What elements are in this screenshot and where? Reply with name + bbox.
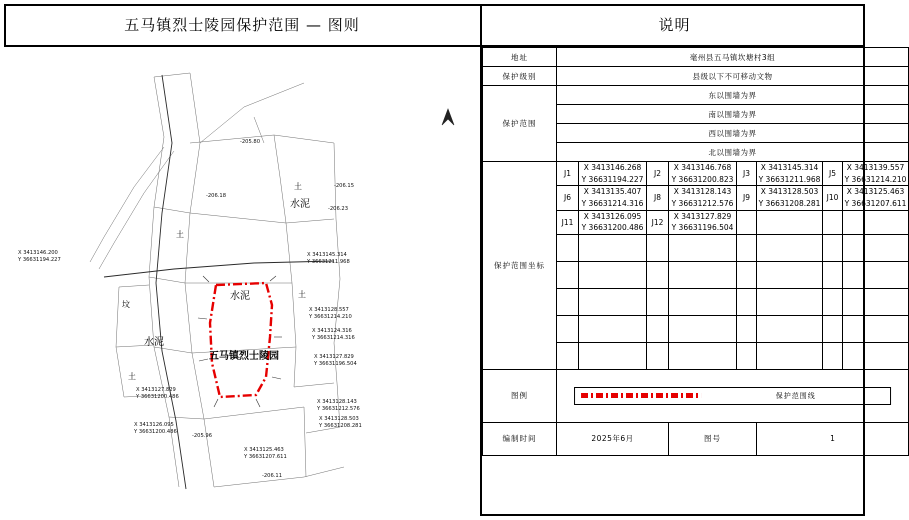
coord-y: Y 36631196.504 — [671, 223, 734, 233]
map-elevation-2: -206.23 — [328, 206, 349, 212]
map-coord-mark-3 — [309, 307, 352, 321]
map-coord-mark-2 — [307, 252, 350, 266]
sheet-title-left — [4, 4, 482, 45]
point-id-8: J10 — [823, 186, 843, 210]
empty-cell — [647, 315, 669, 342]
coord-x: X 3413128.143 — [673, 187, 732, 197]
point-id-6: J8 — [647, 186, 669, 210]
empty-cell — [647, 342, 669, 369]
empty-cell — [647, 234, 669, 261]
coord-y: Y 36631200.823 — [671, 174, 734, 184]
scope-value-north: 北以围墙为界 — [557, 143, 909, 162]
coord-y: Y 36631214.316 — [312, 335, 355, 342]
coord-x: X 3413125.463 — [846, 187, 905, 197]
north-arrow — [442, 109, 454, 125]
row-value-page: 1 — [757, 422, 909, 455]
point-coord-10 — [669, 210, 737, 234]
coord-x: X 3413127.829 — [314, 354, 354, 360]
coord-x: X 3413125.463 — [244, 447, 284, 453]
point-id-4: J5 — [823, 162, 843, 186]
point-coord-8 — [843, 186, 909, 210]
scope-value-east: 东以围墙为界 — [557, 86, 909, 105]
row-label-legend: 图例 — [483, 369, 557, 422]
row-value-date: 2025年6月 — [557, 422, 669, 455]
row-label-page: 图号 — [669, 422, 757, 455]
title-row — [4, 4, 865, 47]
coord-y: Y 36631208.281 — [758, 198, 821, 208]
protection-boundary-line-icon — [581, 393, 701, 398]
coord-y: Y 36631214.210 — [309, 314, 352, 321]
empty-cell — [669, 342, 737, 369]
map-elevation-3: -205.80 — [240, 139, 261, 145]
coord-x: X 3413139.557 — [846, 163, 905, 172]
empty-cell — [823, 342, 843, 369]
site-map-panel — [4, 47, 482, 516]
coord-x: X 3413128.143 — [317, 399, 357, 405]
point-coord-4 — [843, 162, 909, 186]
map-coord-mark-1 — [18, 250, 61, 264]
empty-cell — [557, 315, 579, 342]
table-row — [483, 162, 909, 186]
point-id-7: J9 — [737, 186, 757, 210]
empty-cell — [843, 261, 909, 288]
coord-y: Y 36631214.316 — [581, 198, 644, 208]
point-id-1: J1 — [557, 162, 579, 186]
page-title: 五马镇烈士陵园保护范围 — 图则 — [124, 16, 360, 34]
empty-cell — [737, 210, 757, 234]
map-area-label-4: 坟 — [122, 300, 130, 309]
coord-x: X 3413128.503 — [319, 416, 359, 422]
point-id-10: J12 — [647, 210, 669, 234]
coord-x: X 3413146.200 — [18, 250, 58, 256]
info-table — [482, 47, 909, 456]
map-elevation-5: -205.96 — [192, 433, 213, 439]
map-area-label-7: 土 — [176, 230, 184, 239]
table-row — [483, 422, 909, 455]
legend-cell — [557, 369, 909, 422]
coord-y: Y 36631200.486 — [136, 394, 179, 401]
map-area-label-3: 水泥 — [144, 337, 164, 348]
point-id-2: J2 — [647, 162, 669, 186]
coord-x: X 3413145.314 — [760, 163, 819, 172]
point-coord-9 — [579, 210, 647, 234]
empty-cell — [669, 234, 737, 261]
map-coord-mark-7 — [134, 422, 177, 436]
map-coord-mark-5 — [314, 354, 357, 368]
empty-cell — [579, 261, 647, 288]
empty-cell — [823, 261, 843, 288]
map-area-label-8: 土 — [128, 372, 136, 381]
empty-cell — [823, 315, 843, 342]
empty-cell — [757, 210, 823, 234]
coord-y: Y 36631211.968 — [758, 174, 821, 184]
site-name-label: 五马镇烈士陵园 — [209, 351, 279, 362]
map-area-label-5: 土 — [294, 182, 302, 191]
point-id-3: J3 — [737, 162, 757, 186]
empty-cell — [843, 315, 909, 342]
coord-y: Y 36631207.611 — [244, 454, 287, 461]
empty-cell — [579, 234, 647, 261]
empty-cell — [843, 234, 909, 261]
map-elevation-4: -206.18 — [206, 193, 227, 199]
coord-x: X 3413124.316 — [312, 328, 352, 334]
point-coord-3 — [757, 162, 823, 186]
scope-value-south: 南以围墙为界 — [557, 105, 909, 124]
coord-y: Y 36631196.504 — [314, 361, 357, 368]
row-value-grade: 县级以下不可移动文物 — [557, 67, 909, 86]
table-row — [483, 369, 909, 422]
empty-cell — [579, 342, 647, 369]
empty-cell — [757, 315, 823, 342]
map-coord-mark-8 — [317, 399, 360, 413]
empty-cell — [757, 234, 823, 261]
legend-label-text: 保护范围线 — [775, 391, 816, 400]
map-coord-mark-4 — [312, 328, 355, 342]
row-label-date: 编制时间 — [483, 422, 557, 455]
table-row — [483, 67, 909, 86]
table-row — [483, 48, 909, 67]
row-label-grade: 保护级别 — [483, 67, 557, 86]
coord-x: X 3413127.829 — [136, 387, 176, 393]
empty-cell — [557, 261, 579, 288]
map-area-label-6: 土 — [298, 290, 306, 299]
empty-cell — [669, 288, 737, 315]
coord-y: Y 36631212.576 — [317, 406, 360, 413]
coord-y: Y 36631214.210 — [844, 174, 907, 184]
scope-value-west: 西以围墙为界 — [557, 124, 909, 143]
coord-y: Y 36631207.611 — [844, 198, 907, 208]
coord-x: X 3413146.768 — [673, 163, 732, 172]
coord-x: X 3413145.314 — [307, 252, 347, 258]
empty-cell — [823, 234, 843, 261]
map-coord-mark-9 — [319, 416, 362, 430]
empty-cell — [647, 288, 669, 315]
notes-title: 说明 — [658, 16, 691, 34]
coord-x: X 3413126.095 — [134, 422, 174, 428]
coord-y: Y 36631200.486 — [581, 223, 644, 233]
point-coord-1 — [579, 162, 647, 186]
coord-x: X 3413128.503 — [760, 187, 819, 197]
coord-x: X 3413128.557 — [309, 307, 349, 313]
empty-cell — [737, 261, 757, 288]
empty-cell — [843, 210, 909, 234]
empty-cell — [823, 210, 843, 234]
empty-cell — [757, 342, 823, 369]
empty-cell — [737, 288, 757, 315]
coord-y: Y 36631212.576 — [671, 198, 734, 208]
map-area-label-2: 水泥 — [230, 291, 250, 302]
empty-cell — [737, 234, 757, 261]
coord-x: X 3413146.268 — [583, 163, 642, 172]
row-label-scope: 保护范围 — [483, 86, 557, 162]
point-coord-6 — [669, 186, 737, 210]
empty-cell — [737, 342, 757, 369]
empty-cell — [843, 342, 909, 369]
coord-y: Y 36631208.281 — [319, 423, 362, 430]
map-coord-mark-10 — [244, 447, 287, 461]
map-elevation-1: -206.15 — [334, 183, 355, 189]
coord-x: X 3413126.095 — [583, 211, 642, 221]
coord-x: X 3413135.407 — [583, 187, 642, 197]
point-coord-7 — [757, 186, 823, 210]
empty-cell — [757, 288, 823, 315]
empty-cell — [579, 288, 647, 315]
point-id-5: J6 — [557, 186, 579, 210]
row-label-address: 地址 — [483, 48, 557, 67]
point-coord-5 — [579, 186, 647, 210]
empty-cell — [843, 288, 909, 315]
map-coord-mark-6 — [136, 387, 179, 401]
empty-cell — [579, 315, 647, 342]
map-elevation-6: -206.11 — [262, 473, 283, 479]
point-id-9: J11 — [557, 210, 579, 234]
empty-cell — [757, 261, 823, 288]
table-row — [483, 86, 909, 105]
point-coord-2 — [669, 162, 737, 186]
empty-cell — [557, 234, 579, 261]
row-value-address: 毫州县五马镇坎塘村3组 — [557, 48, 909, 67]
coord-y: Y 36631211.968 — [307, 259, 350, 266]
info-panel — [482, 47, 907, 516]
map-area-label-1: 水泥 — [290, 199, 310, 210]
empty-cell — [647, 261, 669, 288]
row-label-coordinates: 保护范围坐标 — [483, 162, 557, 370]
cadastral-map — [4, 47, 482, 516]
coord-y: Y 36631194.227 — [581, 174, 644, 184]
sheet-title-right — [484, 4, 865, 45]
coord-y: Y 36631200.486 — [134, 429, 177, 436]
coord-x: X 3413127.829 — [673, 211, 732, 221]
empty-cell — [557, 342, 579, 369]
coord-y: Y 36631194.227 — [18, 257, 61, 264]
empty-cell — [557, 288, 579, 315]
empty-cell — [669, 261, 737, 288]
empty-cell — [823, 288, 843, 315]
empty-cell — [737, 315, 757, 342]
empty-cell — [669, 315, 737, 342]
